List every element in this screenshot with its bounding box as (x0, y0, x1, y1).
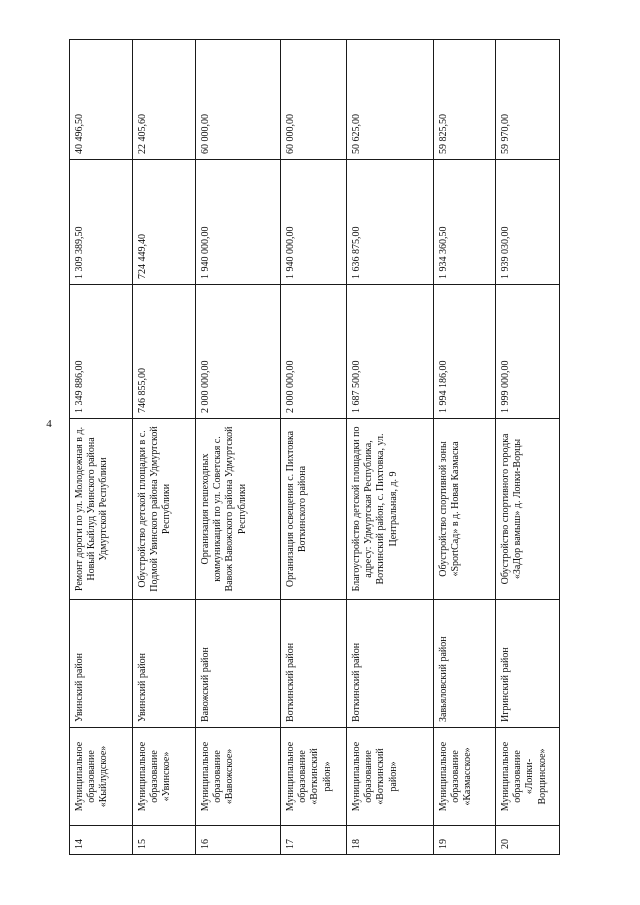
budget-1-cell: 724 449,40 (133, 160, 196, 285)
budget-2-cell: 60 000,00 (281, 40, 347, 160)
project-cell: Ремонт дороги по ул. Молодежная в д. Новый Кыйлуд Увинского района Удмуртской Республики (70, 419, 133, 600)
budget-1-cell: 1 636 875,00 (347, 160, 434, 285)
row-number: 15 (133, 826, 196, 855)
budget-1-cell: 1 934 360,50 (434, 160, 496, 285)
budget-1-cell: 1 939 030,00 (496, 160, 560, 285)
total-amount-cell: 2 000 000,00 (281, 285, 347, 419)
table-row (70, 40, 133, 855)
row-number: 19 (434, 826, 496, 855)
project-cell: Организация пешеходных коммуникаций по ул. Советская с. Вавож Вавожского района Удмуртской Республики (196, 419, 281, 600)
district-cell: Воткинский район (347, 600, 434, 728)
district-cell: Игринский район (496, 600, 560, 728)
funding-table (69, 39, 560, 855)
municipality-cell: Муниципальное образование «Воткинский район» (281, 728, 347, 826)
budget-1-cell: 1 940 000,00 (281, 160, 347, 285)
budget-2-cell: 22 405,60 (133, 40, 196, 160)
budget-2-cell: 59 825,50 (434, 40, 496, 160)
project-cell: Обустройство спортивной зоны «SportСад» в д. Новая Казмаска (434, 419, 496, 600)
row-number: 17 (281, 826, 347, 855)
row-number: 14 (70, 826, 133, 855)
budget-2-cell: 59 970,00 (496, 40, 560, 160)
table-row (496, 40, 560, 855)
district-cell: Вавожский район (196, 600, 281, 728)
table-row (347, 40, 434, 855)
municipality-cell: Муниципальное образование «Казмасское» (434, 728, 496, 826)
district-cell: Воткинский район (281, 600, 347, 728)
total-amount-cell: 746 855,00 (133, 285, 196, 419)
rotated-table-container (69, 40, 559, 855)
district-cell: Увинский район (133, 600, 196, 728)
project-cell: Обустройство детской площадки в с. Подмой Увинского района Удмуртской Республики (133, 419, 196, 600)
budget-2-cell: 40 496,50 (70, 40, 133, 160)
project-cell: Организация освещения с. Пихтовка Воткинского района (281, 419, 347, 600)
project-cell: Обустройство спортивного городка «ЗаДор вамыш» д. Лонки-Ворцы (496, 419, 560, 600)
row-number: 20 (496, 826, 560, 855)
total-amount-cell: 1 687 500,00 (347, 285, 434, 419)
total-amount-cell: 1 994 186,00 (434, 285, 496, 419)
project-cell: Благоустройство детской площадки по адресу: Удмуртская Республика, Воткинский район, с. Пихтовка, ул. Центральная, д. 9 (347, 419, 434, 600)
table-row (133, 40, 196, 855)
district-cell: Завьяловский район (434, 600, 496, 728)
budget-2-cell: 60 000,00 (196, 40, 281, 160)
district-cell: Увинский район (70, 600, 133, 728)
municipality-cell: Муниципальное образование «Вавожское» (196, 728, 281, 826)
budget-1-cell: 1 309 389,50 (70, 160, 133, 285)
table-row (281, 40, 347, 855)
page-number: 4 (46, 418, 52, 430)
table-row (196, 40, 281, 855)
row-number: 16 (196, 826, 281, 855)
municipality-cell: Муниципальное образование «Воткинский район» (347, 728, 434, 826)
total-amount-cell: 1 999 000,00 (496, 285, 560, 419)
municipality-cell: Муниципальное образование «Кыйлудское» (70, 728, 133, 826)
budget-1-cell: 1 940 000,00 (196, 160, 281, 285)
total-amount-cell: 2 000 000,00 (196, 285, 281, 419)
table-row (434, 40, 496, 855)
total-amount-cell: 1 349 886,00 (70, 285, 133, 419)
row-number: 18 (347, 826, 434, 855)
municipality-cell: Муниципальное образование «Увинское» (133, 728, 196, 826)
budget-2-cell: 50 625,00 (347, 40, 434, 160)
municipality-cell: Муниципальное образование «Лонки-Ворцинское» (496, 728, 560, 826)
